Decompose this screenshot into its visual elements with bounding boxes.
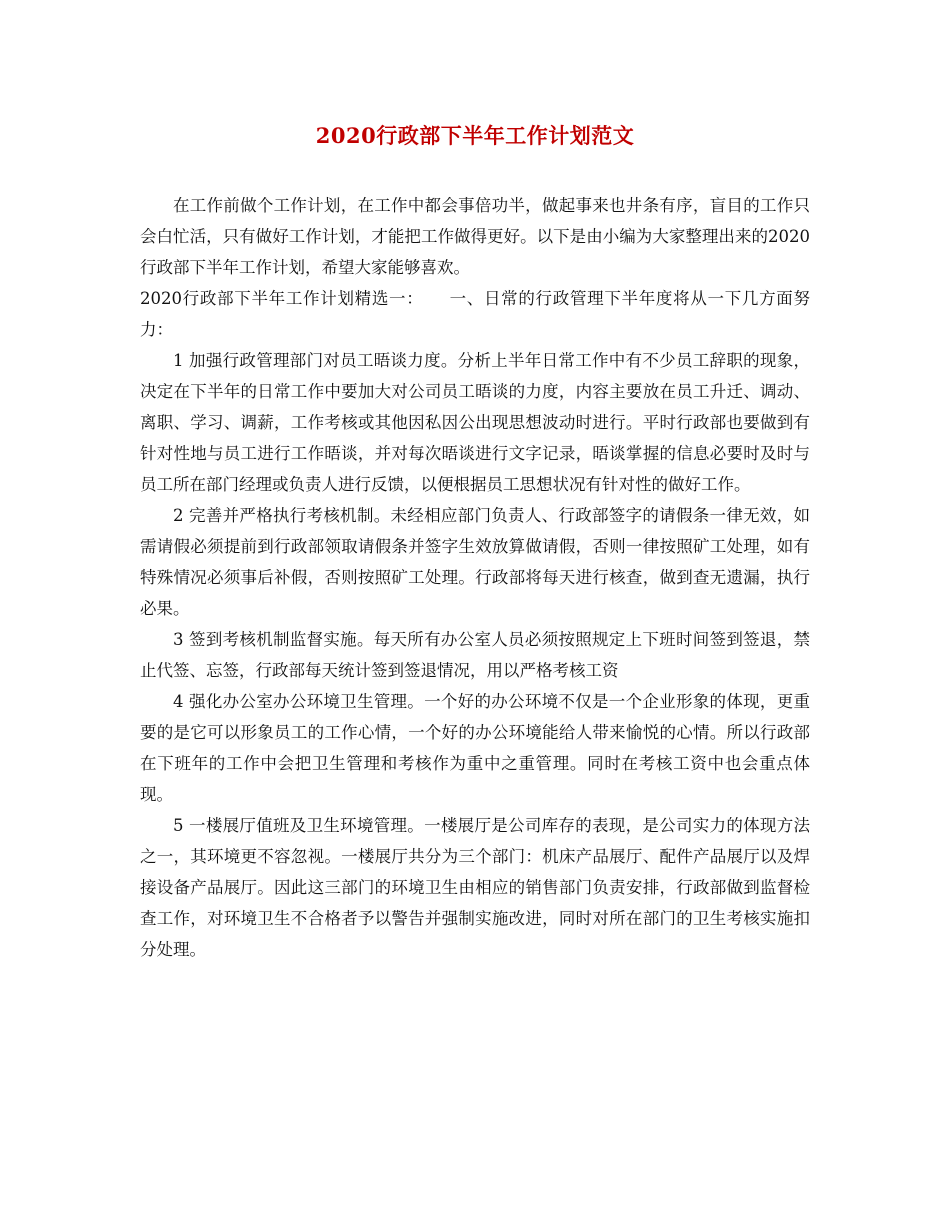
paragraph-item-1: 1 加强行政管理部门对员工晤谈力度。分析上半年日常工作中有不少员工辞职的现象，决定在下半年的日常工作中要加大对公司员工晤谈的力度，内容主要放在员工升迁、调动、离职、学习、调薪，工作考核或其他因私因公出现思想波动时进行。平时行政部也要做到有针对性地与员工进行工作晤谈，并对每次晤谈进行文字记录，晤谈掌握的信息必要时及时与员工所在部门经理或负责人进行反馈，以便根据员工思想状况有针对性的做好工作。: [140, 351, 810, 494]
document-body: [140, 190, 810, 965]
paragraph-section-heading: 2020行政部下半年工作计划精选一： 一、日常的行政管理下半年度将从一下几方面努力：: [140, 289, 810, 339]
paragraph-item-3: 3 签到考核机制监督实施。每天所有办公室人员必须按照规定上下班时间签到签退，禁止代签、忘签，行政部每天统计签到签退情况，用以严格考核工资: [140, 630, 810, 680]
paragraph-intro: 在工作前做个工作计划，在工作中都会事倍功半，做起事来也井条有序，盲目的工作只会白忙活，只有做好工作计划，才能把工作做得更好。以下是由小编为大家整理出来的2020行政部下半年工作计划，希望大家能够喜欢。: [140, 196, 810, 277]
document-title: 2020行政部下半年工作计划范文: [315, 123, 635, 148]
paragraph-item-2: 2 完善并严格执行考核机制。未经相应部门负责人、行政部签字的请假条一律无效，如需请假必须提前到行政部领取请假条并签字生效放算做请假，否则一律按照矿工处理，如有特殊情况必须事后补假，否则按照矿工处理。行政部将每天进行核查，做到查无遗漏，执行必果。: [140, 506, 810, 618]
paragraph-item-4: 4 强化办公室办公环境卫生管理。一个好的办公环境不仅是一个企业形象的体现，更重要的是它可以形象员工的工作心情，一个好的办公环境能给人带来愉悦的心情。所以行政部在下班年的工作中会把卫生管理和考核作为重中之重管理。同时在考核工资中也会重点体现。: [140, 692, 810, 804]
paragraph-item-5: 5 一楼展厅值班及卫生环境管理。一楼展厅是公司库存的表现，是公司实力的体现方法之一，其环境更不容忽视。一楼展厅共分为三个部门：机床产品展厅、配件产品展厅以及焊接设备产品展厅。因此这三部门的环境卫生由相应的销售部门负责安排，行政部做到监督检查工作，对环境卫生不合格者予以警告并强制实施改进，同时对所在部门的卫生考核实施扣分处理。: [140, 816, 810, 959]
